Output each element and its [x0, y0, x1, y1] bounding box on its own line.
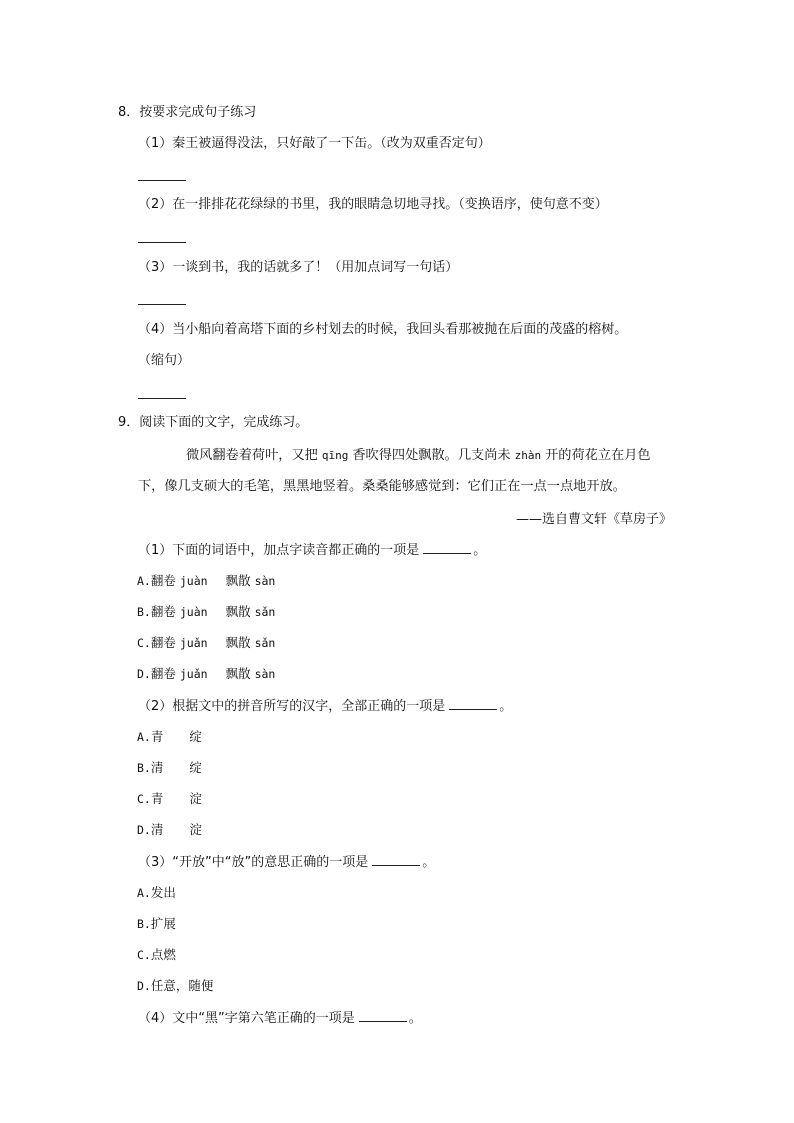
option-letter: D.: [137, 823, 151, 837]
q8-answer-blank-2[interactable]: [138, 242, 186, 243]
passage-text-3: 开的荷花立在月色: [545, 448, 651, 463]
q9-sub3-stem-text: （3）“开放”中“放”的意思正确的一项是: [138, 855, 369, 870]
option-char-2: 淀: [189, 791, 202, 806]
q8-answer-blank-4[interactable]: [138, 398, 186, 399]
option-text: 任意，随便: [150, 978, 214, 993]
option-char-2: 绽: [189, 760, 202, 775]
passage-source: ——选自曹文轩《草房子》: [515, 512, 672, 527]
option-pinyin-2: sàn: [254, 574, 276, 588]
option-letter: D.: [137, 667, 151, 681]
q9-sub2-option-a[interactable]: [137, 728, 202, 746]
q9-sub3-option-d[interactable]: [137, 977, 213, 995]
option-char-1: 清: [150, 760, 164, 775]
option-word-2: 飘散: [225, 604, 251, 619]
option-letter: C.: [137, 948, 151, 962]
q8-item-3: （3）一谈到书，我的话就多了！（用加点词写一句话）: [138, 260, 459, 275]
option-pinyin-1: juàn: [179, 605, 208, 619]
option-char-1: 青: [150, 791, 164, 806]
option-pinyin-1: juǎn: [179, 667, 208, 681]
q8-item-4: （4）当小船向着高塔下面的乡村划去的时候，我回头看那被抛在后面的茂盛的榕树。: [138, 322, 628, 337]
q9-sub3-option-b[interactable]: [137, 915, 176, 933]
reading-passage: [138, 440, 678, 502]
option-char-2: 绽: [189, 729, 202, 744]
q8-item-4-cont: （缩句）: [138, 353, 191, 368]
q9-sub2-blank[interactable]: [449, 697, 497, 710]
q9-sub1-blank[interactable]: [423, 541, 471, 554]
q8-item-1: （1）秦王被逼得没法，只好敲了一下缶。（改为双重否定句）: [138, 136, 491, 151]
q9-sub2-option-c[interactable]: [137, 790, 202, 808]
q9-sub4-end: 。: [408, 1011, 422, 1026]
q8-item-2: （2）在一排排花花绿绿的书里，我的眼睛急切地寻找。（变换语序，使句意不变）: [138, 197, 608, 212]
option-letter: A.: [137, 886, 151, 900]
option-letter: A.: [137, 730, 151, 744]
option-char-2: 淀: [189, 822, 202, 837]
q8-answer-blank-3[interactable]: [138, 304, 186, 305]
option-letter: B.: [137, 761, 151, 775]
option-pinyin-2: sǎn: [254, 605, 276, 619]
q9-sub1-stem-text: （1）下面的词语中，加点字读音都正确的一项是: [138, 543, 420, 558]
passage-text-2: 香吹得四处飘散。几支尚未: [352, 448, 511, 463]
q9-sub4-stem-text: （4）文中“黑”字第六笔正确的一项是: [138, 1011, 355, 1026]
q9-sub3-end: 。: [422, 855, 436, 870]
passage-pinyin-1: qīng: [321, 449, 349, 462]
passage-pinyin-2: zhàn: [514, 449, 542, 462]
passage-text-1: 微风翻卷着荷叶，又把: [186, 448, 318, 463]
q9-sub2-stem: [138, 697, 512, 716]
option-pinyin-2: sǎn: [254, 636, 276, 650]
q9-sub1-option-a[interactable]: [137, 572, 275, 590]
q9-sub2-end: 。: [499, 699, 513, 714]
q9-sub4-blank[interactable]: [359, 1009, 407, 1022]
q9-sub1-option-d[interactable]: [137, 665, 275, 683]
option-text: 扩展: [150, 916, 176, 931]
question-9-title: 9．阅读下面的文字，完成练习。: [118, 415, 309, 430]
q9-sub2-stem-text: （2）根据文中的拼音所写的汉字，全部正确的一项是: [138, 699, 446, 714]
option-letter: D.: [137, 979, 151, 993]
q9-sub3-stem: [138, 853, 435, 872]
q9-sub1-option-b[interactable]: [137, 603, 275, 621]
option-word-2: 飘散: [225, 635, 251, 650]
option-word-1: 翻卷: [150, 573, 176, 588]
q9-sub1-option-c[interactable]: [137, 634, 275, 652]
option-word-1: 翻卷: [150, 604, 176, 619]
q9-sub2-option-b[interactable]: [137, 759, 202, 777]
option-letter: C.: [137, 792, 151, 806]
q9-sub2-option-d[interactable]: [137, 821, 202, 839]
option-letter: C.: [137, 636, 151, 650]
q9-sub1-end: 。: [473, 543, 487, 558]
option-pinyin-1: juàn: [179, 574, 208, 588]
option-word-1: 翻卷: [150, 635, 176, 650]
q9-sub4-stem: [138, 1009, 422, 1028]
option-text: 点燃: [150, 947, 176, 962]
q8-answer-blank-1[interactable]: [138, 180, 186, 181]
option-letter: B.: [137, 917, 151, 931]
option-pinyin-2: sàn: [254, 667, 276, 681]
option-letter: B.: [137, 605, 151, 619]
option-char-1: 清: [150, 822, 164, 837]
question-8-title: 8．按要求完成句子练习: [118, 105, 257, 120]
option-word-2: 飘散: [225, 573, 251, 588]
option-char-1: 青: [150, 729, 164, 744]
option-text: 发出: [150, 885, 176, 900]
q9-sub3-blank[interactable]: [372, 853, 420, 866]
q9-sub1-stem: [138, 541, 486, 560]
option-word-1: 翻卷: [150, 666, 176, 681]
passage-line-2: 下，像几支硕大的毛笔，黑黑地竖着。桑桑能够感觉到：它们正在一点一点地开放。: [138, 479, 626, 494]
q9-sub3-option-c[interactable]: [137, 946, 176, 964]
q9-sub3-option-a[interactable]: [137, 884, 176, 902]
option-letter: A.: [137, 574, 151, 588]
option-pinyin-1: juǎn: [179, 636, 208, 650]
option-word-2: 飘散: [225, 666, 251, 681]
